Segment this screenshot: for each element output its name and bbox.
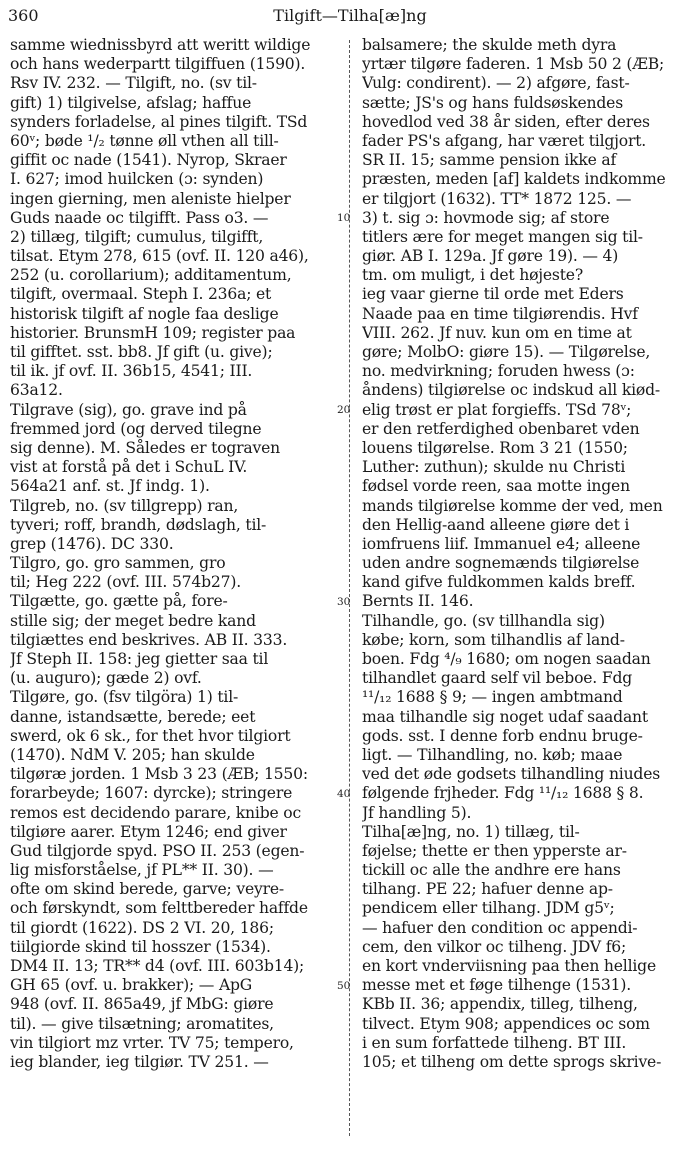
text-line: ieg vaar gierne til orde met Eders <box>362 285 624 304</box>
text-line: til; Heg 222 (ovf. III. 574b27). <box>10 573 241 592</box>
text-line: ofte om skind berede, garve; veyre- <box>10 880 284 899</box>
right-column <box>362 36 692 1072</box>
text-line: I. 627; imod huilcken (ɔ: synden) <box>10 170 264 189</box>
line-number: 20 <box>337 403 351 416</box>
text-line: Naade paa en time tilgiørendis. Hvf <box>362 304 638 323</box>
text-line: no. medvirkning; foruden hwess (ɔ: <box>362 362 635 381</box>
text-line: tilsat. Etym 278, 615 (ovf. II. 120 a46), <box>10 247 309 266</box>
text-line: (u. auguro); gæde 2) ovf. <box>10 669 202 688</box>
text-line: 564a21 anf. st. Jf indg. 1). <box>10 477 210 496</box>
text-line: Tilgætte, go. gætte på, fore- <box>10 592 228 611</box>
text-line: DM4 II. 13; TR** d4 (ovf. III. 603b14); <box>10 957 305 975</box>
text-line: vin tilgiort mz vrter. TV 75; tempero, <box>10 1033 294 1052</box>
text-line: tilgøræ jorden. 1 Msb 3 23 (ÆB; 1550: <box>10 765 308 784</box>
text-line: och hans wederpartt tilgiffuen (1590). <box>10 55 306 74</box>
text-line: balsamere; the skulde meth dyra <box>362 36 617 54</box>
text-line: til ik. jf ovf. II. 36b15, 4541; III. <box>10 362 253 381</box>
text-line: titlers ære for meget mangen sig til- <box>362 227 643 246</box>
text-line: tilgiøre aarer. Etym 1246; end giver <box>10 822 287 841</box>
line-number: 30 <box>337 595 351 608</box>
text-line: GH 65 (ovf. u. brakker); — ApG <box>10 976 253 995</box>
text-line: tilvect. Etym 908; appendices oc som <box>362 1014 650 1033</box>
text-line: vist at forstå på det i SchuL IV. <box>10 458 248 477</box>
text-line: Tilhandle, go. (sv tillhandla sig) <box>362 611 605 630</box>
text-line: och førskyndt, som felttbereder haffde <box>10 899 308 918</box>
text-line: den Hellig-aand alleene giøre det i <box>362 515 630 534</box>
text-line: Tilgreb, no. (sv tillgrepp) ran, <box>10 496 239 515</box>
text-line: forarbeyde; 1607: dyrcke); stringere <box>10 784 293 803</box>
text-line: Tilgro, go. gro sammen, gro <box>10 554 226 573</box>
text-line: uden andre sognemænds tilgiørelse <box>362 554 640 573</box>
text-line: præsten, meden [af] kaldets indkomme <box>362 170 666 189</box>
text-line: ved det øde godsets tilhandling niudes <box>362 765 661 784</box>
text-line: tiilgiorde skind til hosszer (1534). <box>10 937 271 956</box>
text-line: ingen gierning, men aleniste hielper <box>10 189 291 208</box>
text-line: pendicem eller tilhang. JDM g5ᵛ; <box>362 899 615 918</box>
text-line: fader PS's afgang, har været tilgjort. <box>362 131 647 150</box>
text-line: 63a12. <box>10 381 63 400</box>
text-line: fødsel vorde reen, saa motte ingen <box>362 477 630 496</box>
text-line: lig misforståelse, jf PL** II. 30). — <box>10 861 274 880</box>
text-line: tilhandlet gaard self vil beboe. Fdg <box>362 669 633 688</box>
text-line: Tilha[æ]ng, no. 1) tillæg, til- <box>362 822 580 841</box>
text-line: 2) tillæg, tilgift; cumulus, tilgifft, <box>10 227 264 246</box>
text-line: er den retferdighed obenbaret vden <box>362 419 640 438</box>
text-line: følgende frjheder. Fdg ¹¹/₁₂ 1688 § 8. <box>362 784 644 803</box>
text-line: ligt. — Tilhandling, no. køb; maae <box>362 745 623 764</box>
line-number: 10 <box>337 211 351 224</box>
text-line: Tilgøre, go. (fsv tilgöra) 1) til- <box>10 688 239 707</box>
text-line: Bernts II. 146. <box>362 592 474 611</box>
text-line: hovedlod ved 38 år siden, efter deres <box>362 112 650 131</box>
text-line: Tilgrave (sig), go. grave ind på <box>10 400 247 419</box>
text-line: tilgiættes end beskrives. AB II. 333. <box>10 630 288 649</box>
text-line: gøre; MolbO: giøre 15). — Tilgørelse, <box>362 343 651 361</box>
text-line: elig trøst er plat forgieffs. TSd 78ᵛ; <box>362 400 632 419</box>
text-line: mands tilgiørelse komme der ved, men <box>362 496 663 515</box>
text-line: — hafuer den condition oc appendi- <box>362 918 638 937</box>
text-line: tilhang. PE 22; hafuer denne ap- <box>362 880 613 899</box>
text-line: SR II. 15; samme pension ikke af <box>362 151 617 170</box>
text-line: giffit oc nade (1541). Nyrop, Skraer <box>10 151 287 170</box>
text-line: danne, istandsætte, berede; eet <box>10 707 256 726</box>
text-line: VIII. 262. Jf nuv. kun om en time at <box>362 323 632 342</box>
text-line: 105; et tilheng om dette sprogs skrive- <box>362 1052 662 1071</box>
text-line: historier. BrunsmH 109; register paa <box>10 323 296 342</box>
text-line: Luther: zuthun); skulde nu Christi <box>362 458 626 477</box>
text-line: 60ᵛ; bøde ¹/₂ tønne øll vthen all till- <box>10 131 279 150</box>
text-line: i en sum forfattede tilheng. BT III. <box>362 1033 627 1052</box>
text-line: 948 (ovf. II. 865a49, jf MbG: giøre <box>10 995 274 1014</box>
text-line: maa tilhandle sig noget udaf saadant <box>362 707 648 726</box>
text-line: historisk tilgift af nogle faa deslige <box>10 304 279 323</box>
text-line: remos est decidendo parare, knibe oc <box>10 803 301 822</box>
text-line: (1470). NdM V. 205; han skulde <box>10 745 255 764</box>
text-line: åndens) tilgiørelse oc indskud all kiød- <box>362 381 660 400</box>
text-line: boen. Fdg ⁴/₉ 1680; om nogen saadan <box>362 650 651 668</box>
text-line: føjelse; thette er then ypperste ar- <box>362 841 627 860</box>
text-line: til giordt (1622). DS 2 VI. 20, 186; <box>10 918 274 937</box>
text-line: iomfruens liif. Immanuel e4; alleene <box>362 534 641 553</box>
text-line: louens tilgørelse. Rom 3 21 (1550; <box>362 438 628 457</box>
left-column <box>10 36 336 1072</box>
text-line: kand gifve fuldkommen kalds breff. <box>362 573 636 592</box>
text-line: ¹¹/₁₂ 1688 § 9; — ingen ambtmand <box>362 688 623 707</box>
line-number: 40 <box>337 787 351 800</box>
text-line: stille sig; der meget bedre kand <box>10 611 256 630</box>
text-line: synders forladelse, al pines tilgift. TSd <box>10 112 308 131</box>
text-line: ieg blander, ieg tilgiør. TV 251. — <box>10 1052 269 1071</box>
text-line: tickill oc alle the andhre ere hans <box>362 861 621 880</box>
text-line: sig denne). M. Således er tograven <box>10 438 281 457</box>
text-line: tyveri; roff, brandh, dødslagh, til- <box>10 515 267 534</box>
page-number: 360 <box>8 6 39 25</box>
text-line: er tilgjort (1632). TT* 1872 125. — <box>362 189 632 208</box>
text-line: tilgift, overmaal. Steph I. 236a; et <box>10 285 272 304</box>
text-line: fremmed jord (og derved tilegne <box>10 419 262 438</box>
text-line: giør. AB I. 129a. Jf gøre 19). — 4) <box>362 247 619 266</box>
text-line: swerd, ok 6 sk., for thet hvor tilgiort <box>10 726 291 745</box>
text-line: tm. om muligt, i det højeste? <box>362 266 583 285</box>
text-line: sætte; JS's og hans fuldsøskendes <box>362 93 623 112</box>
text-line: Gud tilgjorde spyd. PSO II. 253 (egen- <box>10 841 305 860</box>
text-line: købe; korn, som tilhandlis af land- <box>362 630 625 649</box>
column-divider <box>349 40 350 1136</box>
text-line: til). — give tilsætning; aromatites, <box>10 1014 274 1033</box>
text-line: Guds naade oc tilgifft. Pass o3. — <box>10 208 269 227</box>
text-line: KBb II. 36; appendix, tilleg, tilheng, <box>362 995 638 1014</box>
text-line: Rsv IV. 232. — Tilgift, no. (sv til- <box>10 74 257 93</box>
text-line: Jf handling 5). <box>362 803 472 822</box>
text-line: til gifftet. sst. bb8. Jf gift (u. give); <box>10 343 273 361</box>
text-line: gods. sst. I denne forb endnu bruge- <box>362 726 643 745</box>
text-line: 252 (u. corollarium); additamentum, <box>10 266 292 285</box>
text-line: gift) 1) tilgivelse, afslag; haffue <box>10 93 252 112</box>
running-head: Tilgift—Tilha[æ]ng <box>273 6 427 25</box>
text-line: Jf Steph II. 158: jeg gietter saa til <box>10 650 269 668</box>
text-line: Vulg: condirent). — 2) afgøre, fast- <box>362 74 630 93</box>
text-line: 3) t. sig ɔ: hovmode sig; af store <box>362 208 610 227</box>
text-line: en kort vnderviisning paa then hellige <box>362 957 656 975</box>
text-line: messe met et føge tilhenge (1531). <box>362 976 631 995</box>
text-line: cem, den vilkor oc tilheng. JDV f6; <box>362 937 627 956</box>
text-line: grep (1476). DC 330. <box>10 534 174 553</box>
page-header <box>8 6 692 32</box>
line-number: 50 <box>337 979 351 992</box>
text-line: samme wiednissbyrd att weritt wildige <box>10 36 311 54</box>
text-line: yrtær tilgøre faderen. 1 Msb 50 2 (ÆB; <box>362 55 665 74</box>
